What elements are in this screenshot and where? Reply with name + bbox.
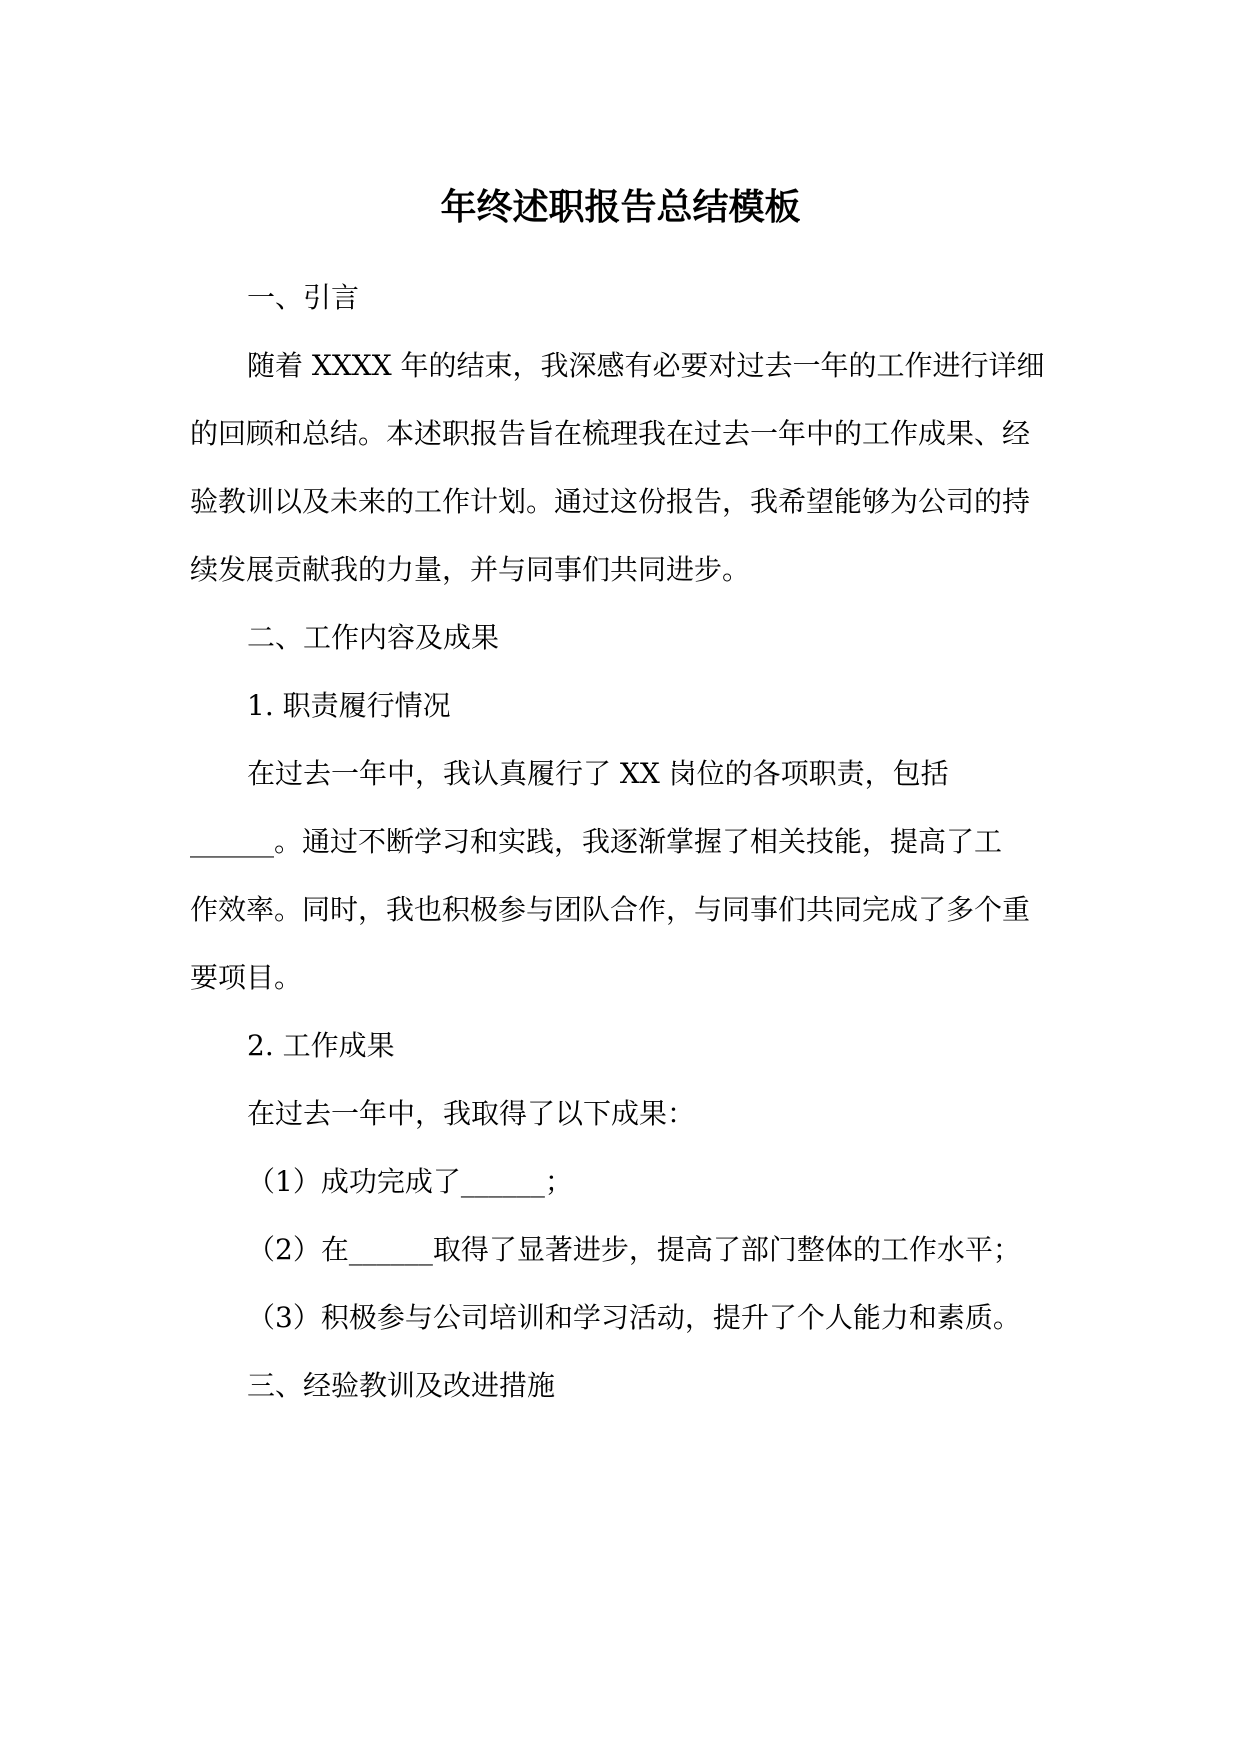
intro-paragraph-line: 随着 XXXX 年的结束，我深感有必要对过去一年的工作进行详细 <box>247 349 1045 382</box>
document-title: 年终述职报告总结模板 <box>440 186 801 228</box>
results-list-item: （2）在______取得了显著进步，提高了部门整体的工作水平； <box>247 1233 1021 1266</box>
subheading-results: 2. 工作成果 <box>247 1029 395 1062</box>
duties-paragraph-line: 作效率。同时，我也积极参与团队合作，与同事们共同完成了多个重 <box>190 893 1031 926</box>
subheading-duties: 1. 职责履行情况 <box>247 689 451 722</box>
section-heading-work: 二、工作内容及成果 <box>247 621 500 654</box>
section-heading-lessons: 三、经验教训及改进措施 <box>247 1369 556 1402</box>
duties-paragraph-line: 要项目。 <box>190 961 303 994</box>
results-list-item: （3）积极参与公司培训和学习活动，提升了个人能力和素质。 <box>247 1301 1021 1334</box>
section-heading-intro: 一、引言 <box>247 281 360 314</box>
intro-paragraph-line: 续发展贡献我的力量，并与同事们共同进步。 <box>190 553 751 586</box>
intro-paragraph-line: 验教训以及未来的工作计划。通过这份报告，我希望能够为公司的持 <box>190 485 1031 518</box>
duties-paragraph-line: ______。通过不断学习和实践，我逐渐掌握了相关技能，提高了工 <box>190 825 1003 858</box>
duties-paragraph-line: 在过去一年中，我认真履行了 XX 岗位的各项职责，包括 <box>247 757 949 790</box>
intro-paragraph-line: 的回顾和总结。本述职报告旨在梳理我在过去一年中的工作成果、经 <box>190 417 1031 450</box>
results-list-item: （1）成功完成了______； <box>247 1165 573 1198</box>
results-intro: 在过去一年中，我取得了以下成果： <box>247 1097 696 1130</box>
